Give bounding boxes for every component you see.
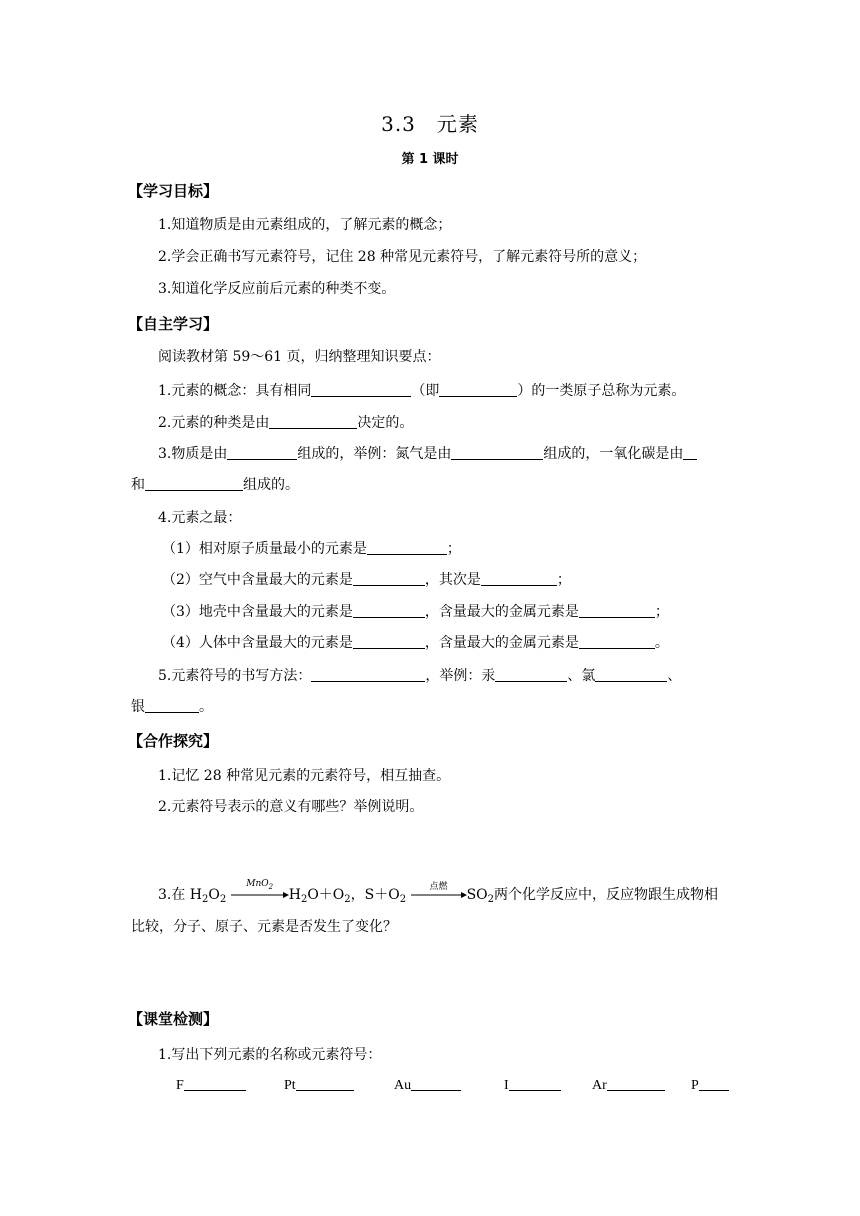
- question-symbol-writing: 5.元素符号的书写方法： ，举例：汞 、氯 、: [158, 668, 682, 684]
- catalyst-label: MnO$_2$: [246, 879, 274, 891]
- objective-item: 1.知道物质是由元素组成的，了解元素的概念；: [158, 217, 452, 233]
- reaction-arrow-icon: [231, 879, 289, 899]
- reading-instruction: 阅读教材第 59～61 页，归纳整理知识要点：: [158, 349, 441, 365]
- element-item: I: [504, 1076, 592, 1094]
- answer-blank[interactable]: [353, 634, 425, 649]
- superlative-item: （1）相对原子质量最小的元素是 ；: [162, 541, 461, 557]
- answer-blank[interactable]: [269, 414, 357, 429]
- question-matter-composition: 3.物质是由 组成的，举例：氮气是由 组成的，一氧化碳是由: [158, 443, 697, 463]
- element-item: Pt: [284, 1076, 394, 1094]
- question-element-concept: 1.元素的概念：具有相同 （即 ）的一类原子总称为元素。: [158, 383, 686, 399]
- element-symbol-row: [176, 1076, 735, 1094]
- element-item: F: [176, 1076, 284, 1094]
- answer-blank[interactable]: [699, 1076, 729, 1091]
- condition-label: 点燃: [429, 882, 448, 892]
- section-heading-objectives: 【学习目标】: [128, 182, 219, 200]
- answer-blank[interactable]: [353, 571, 425, 586]
- superlative-item: （3）地壳中含量最大的元素是 ，含量最大的金属元素是 ；: [162, 604, 669, 620]
- answer-blank[interactable]: [311, 667, 425, 682]
- answer-blank[interactable]: [509, 1076, 561, 1091]
- answer-blank[interactable]: [495, 667, 567, 682]
- section-heading-explore: 【合作探究】: [128, 732, 219, 750]
- answer-blank[interactable]: [353, 603, 425, 618]
- answer-blank[interactable]: [145, 698, 199, 713]
- element-item: Au: [394, 1076, 504, 1094]
- section-heading-check: 【课堂检测】: [128, 1010, 219, 1028]
- answer-blank[interactable]: [451, 445, 543, 460]
- answer-blank[interactable]: [367, 540, 447, 555]
- answer-blank[interactable]: [595, 667, 667, 682]
- explore-question: 1.记忆 28 种常见元素的元素符号，相互抽查。: [158, 768, 451, 784]
- answer-blank[interactable]: [579, 603, 655, 618]
- check-question: 1.写出下列元素的名称或元素符号：: [158, 1047, 382, 1063]
- answer-blank[interactable]: [683, 445, 697, 460]
- reaction-arrow-icon: [411, 882, 467, 899]
- element-item: Ar: [592, 1076, 691, 1094]
- objective-item: 3.知道化学反应前后元素的种类不变。: [158, 281, 396, 297]
- answer-blank[interactable]: [579, 634, 655, 649]
- answer-blank[interactable]: [227, 445, 297, 460]
- question-symbol-writing-cont: 银 。: [131, 699, 213, 715]
- answer-blank[interactable]: [411, 1076, 461, 1091]
- answer-blank[interactable]: [607, 1076, 665, 1091]
- superlative-item: （4）人体中含量最大的元素是 ，含量最大的金属元素是 。: [162, 635, 669, 651]
- element-item: P: [691, 1076, 735, 1094]
- lesson-subtitle: 第 1 课时: [401, 152, 459, 167]
- answer-blank[interactable]: [145, 476, 243, 491]
- page-title: 3.3 元素: [381, 112, 479, 136]
- explore-question: 2.元素符号表示的意义有哪些？举例说明。: [158, 799, 424, 815]
- answer-blank[interactable]: [184, 1076, 246, 1091]
- explore-question-reactions-cont: 比较，分子、原子、元素是否发生了变化？: [131, 919, 397, 935]
- answer-blank[interactable]: [296, 1076, 354, 1091]
- objective-item: 2.学会正确书写元素符号，记住 28 种常见元素符号，了解元素符号所的意义；: [158, 249, 647, 265]
- explore-question-reactions: 3.在 $H_2O_2$ MnO$_2$ $H_2O+O_2$，$S+O_2$ 点燃 $SO_2$两个化学反应中，反应物跟生成物相: [158, 879, 719, 905]
- section-heading-self-study: 【自主学习】: [128, 315, 219, 333]
- question-element-superlatives: 4.元素之最：: [158, 510, 242, 526]
- superlative-item: （2）空气中含量最大的元素是 ，其次是 ；: [162, 572, 571, 588]
- answer-blank[interactable]: [481, 571, 557, 586]
- answer-blank[interactable]: [439, 382, 517, 397]
- question-element-type: 2.元素的种类是由 决定的。: [158, 415, 414, 431]
- answer-blank[interactable]: [311, 382, 411, 397]
- question-matter-composition-cont: 和 组成的。: [131, 477, 299, 493]
